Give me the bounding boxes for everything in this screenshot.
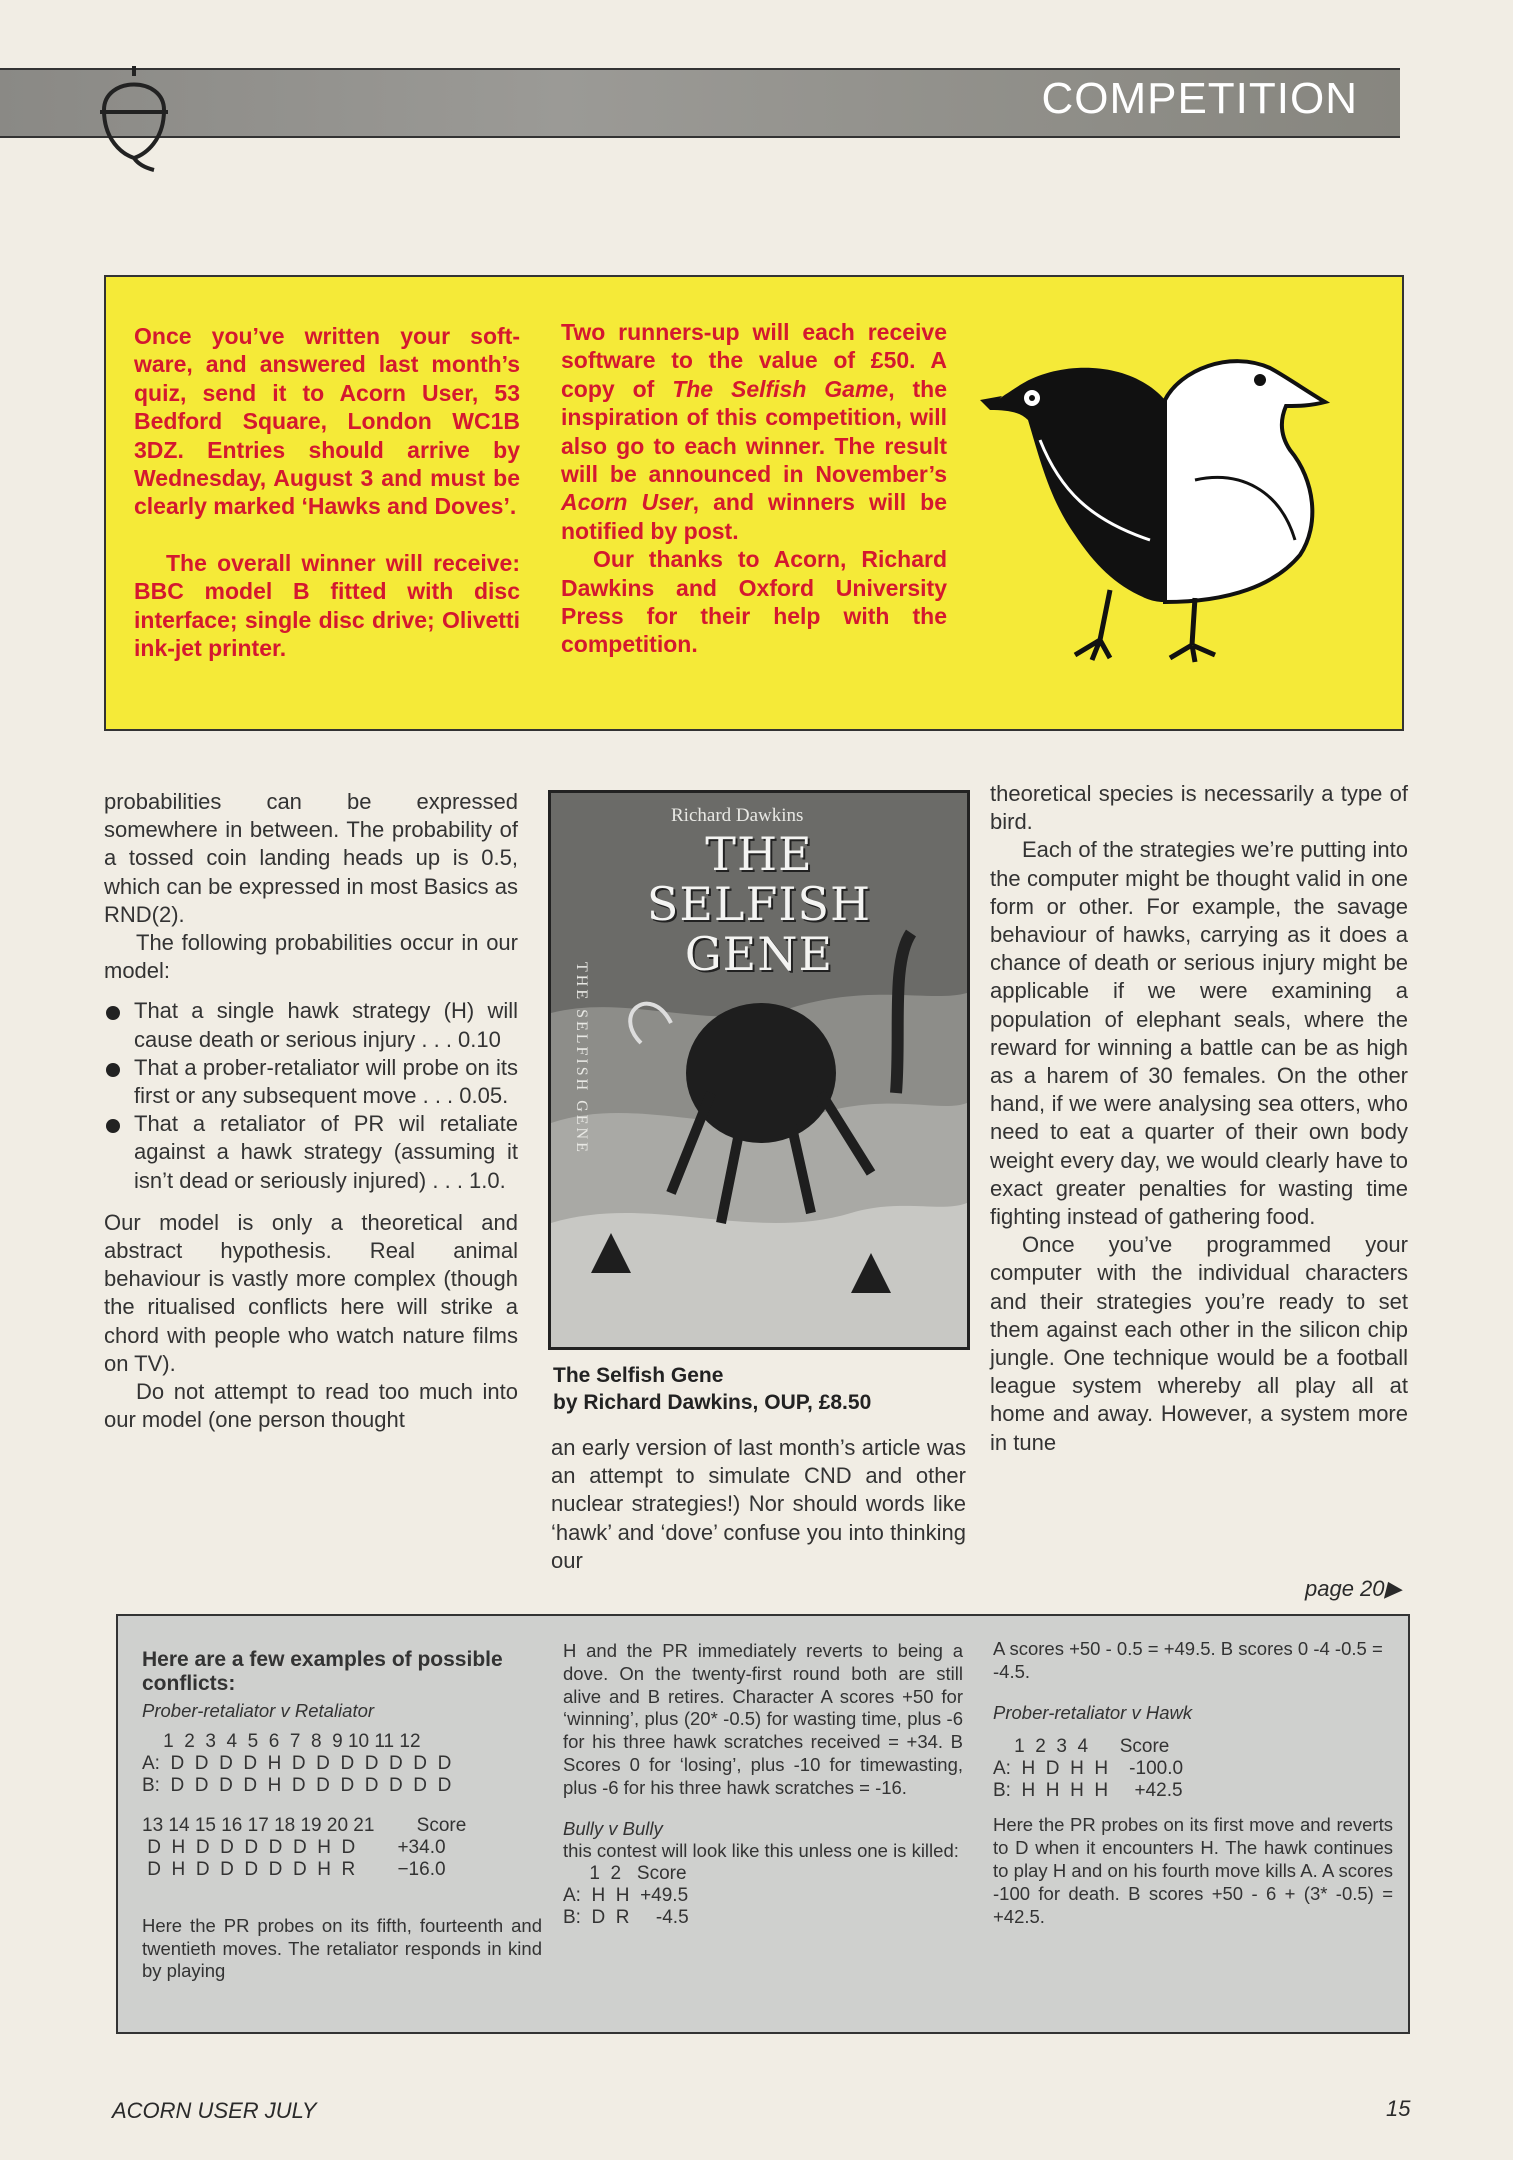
footer-magazine: ACORN USER JULY <box>112 2098 317 2123</box>
magazine-name: Acorn User <box>561 489 693 516</box>
bullet-item: That a retaliator of PR wil retaliate against a hawk strategy (assuming it isn’t dead or seriously injured) . . . 1.0. <box>104 1110 518 1195</box>
competition-prize-paragraph: The overall winner will receive: BBC model B fitted with disc interface; single disc drive; Olivetti ink-jet printer. <box>134 549 520 662</box>
book-title: THE SELFISH GENE <box>646 827 872 981</box>
article-paragraph: theoretical species is necessarily a type of bird. <box>990 781 1408 835</box>
example-text: H and the PR immediately reverts to being a dove. On the twenty-first round both are still alive and B retires. Character A scores +50 for ‘winning’, plus (20* -0.5) for wasting time, plus -6 for his three hawk scratches received = +34. B Scores 0 for ‘losing’, plus -10 for timewasting, plus -6 for his three hawk scratches = -16. <box>563 1640 963 1798</box>
article-column-2 <box>551 1434 966 1575</box>
book-spine-title: THE SELFISH GENE <box>573 962 590 1155</box>
article-paragraph: Our model is only a theoretical and abstract hypothesis. Real animal behaviour is vastly more complex (though the ritualised conflicts here will strike a chord with people who watch nature films on TV). <box>104 1209 518 1376</box>
examples-column-3 <box>993 1638 1393 1928</box>
example-text: this contest will look like this unless one is killed: <box>563 1840 959 1862</box>
continued-on-page: page 20▶ <box>1305 1576 1402 1601</box>
example-table: 13 14 15 16 17 18 19 20 21 Score D H D D D D D H D +34.0 D H D D D D D H R −16.0 <box>142 1814 467 1880</box>
competition-entry-text <box>134 322 520 662</box>
examples-heading: Here are a few examples of possible conflicts: <box>142 1648 503 1695</box>
example-title: Prober-retaliator v Hawk <box>993 1701 1193 1723</box>
book-caption: The Selfish Gene by Richard Dawkins, OUP, £8.50 <box>553 1364 872 1414</box>
hawk-dove-bird-illustration <box>980 340 1380 670</box>
example-text: Here the PR probes on its first move and reverts to D when it encounters H. The hawk continues to play H and on his fourth move kills A. A scores -100 for death. B scores +50 - 6 + (3* -0.5) = +42.5. <box>993 1814 1393 1927</box>
article-paragraph: Each of the strategies we’re putting into the computer might be thought valid in one form or other. For example, the savage behaviour of hawks, carrying as it does a chance of death or serious injury might be applicable if we were examining a population of elephant seals, where the reward for winning a battle can be as high as a harem of 30 females. On the other hand, if we were analysing sea otters, who need to eat a quarter of their own body weight every day, we would clearly have to exact greater penalties for wasting time fighting instead of gathering food. <box>990 837 1408 1230</box>
game-title: The Selfish Game <box>672 375 889 402</box>
article-column-3 <box>990 780 1408 1457</box>
example-table: 1 2 3 4 Score A: H D H H -100.0 B: H H H H +42.5 <box>993 1736 1184 1802</box>
article-paragraph: probabilities can be expressed somewhere in between. The probability of a tossed coin landing heads up is 0.5, which can be expressed in most Basics as RND(2). <box>104 789 518 927</box>
bullet-item: That a prober-retaliator will probe on its first or any subsequent move . . . 0.05. <box>104 1054 518 1110</box>
article-paragraph: The following probabilities occur in our model: <box>104 930 518 984</box>
runners-up-paragraph: Two runners-up will each receive software to the value of £50. A copy of The Selfish Game, the inspiration of this competition, will also go to each winner. The result will be announced in November’s Acorn User, and winners will be notified by post. <box>561 319 948 544</box>
section-banner <box>0 68 1400 138</box>
examples-column-1 <box>142 1648 542 1983</box>
competition-runners-up-text <box>561 318 947 659</box>
article-paragraph: Once you’ve programmed your computer with the individual characters and their strategies you’re ready to set them against each other in the silicon chip jungle. One technique would be a football league system whereby all play all at home and away. However, a system more in tune <box>990 1232 1408 1455</box>
example-text: A scores +50 - 0.5 = +49.5. B scores 0 -4 -0.5 = -4.5. <box>993 1638 1383 1682</box>
acorn-logo-icon <box>94 62 174 172</box>
article-paragraph: Do not attempt to read too much into our model (one person thought <box>104 1379 518 1433</box>
footer-page-number: 15 <box>1386 2096 1411 2121</box>
example-table: 1 2 Score A: H H +49.5 B: D R -4.5 <box>563 1863 689 1929</box>
section-title: COMPETITION <box>1041 74 1358 123</box>
example-title: Bully v Bully <box>563 1817 663 1839</box>
example-table: 1 2 3 4 5 6 7 8 9 10 11 12 A: D D D D H D D D D D D D B: D D D D H D D D D D D D <box>142 1730 452 1796</box>
thanks-paragraph: Our thanks to Acorn, Richard Dawkins and Oxford University Press for their help with the competition. <box>561 546 947 658</box>
book-cover-image <box>548 790 970 1350</box>
book-author: Richard Dawkins <box>671 805 804 826</box>
article-paragraph: an early version of last month’s article was an attempt to simulate CND and other nuclear strategies!) Nor should words like ‘hawk’ and ‘dove’ confuse you into thinking our <box>551 1435 966 1573</box>
example-title: Prober-retaliator v Retaliator <box>142 1700 375 1721</box>
article-column-1 <box>104 788 518 1434</box>
competition-entry-paragraph: Once you’ve written your soft-ware, and answered last month’s quiz, send it to Acorn User, 53 Bedford Square, London WC1B 3DZ. Entries should arrive by Wednesday, August 3 and must be clearly marked ‘Hawks and Doves’. <box>134 323 520 520</box>
bullet-item: That a single hawk strategy (H) will cause death or serious injury . . . 0.10 <box>104 997 518 1053</box>
example-text: Here the PR probes on its fifth, fourteenth and twentieth moves. The retaliator responds in kind by playing <box>142 1914 542 1982</box>
examples-column-2 <box>563 1640 963 1929</box>
